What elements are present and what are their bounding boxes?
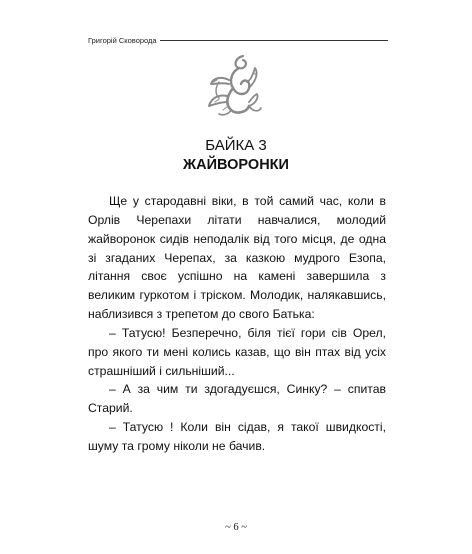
paragraph: – А за чим ти здогадуєшся, Синку? – спитав Старий. bbox=[88, 382, 386, 416]
floral-vignette-icon bbox=[203, 52, 265, 118]
fable-name-title: ЖАЙВОРОНКИ bbox=[183, 157, 289, 173]
page-number: ~ 6 ~ bbox=[225, 522, 247, 533]
header-rule bbox=[160, 40, 388, 41]
running-header-author: Григорій Сковорода bbox=[88, 35, 157, 45]
paragraph: – Татусю ! Коли він сідав, я такої швидкості, шуму та грому ніколи не бачив. bbox=[88, 420, 386, 453]
running-header bbox=[88, 33, 388, 47]
paragraph: Ще у стародавні віки, в той самий час, коли в Орлів Черепахи літати навчалися, молодий жайворонок сидів неподалік від того місця, де одна зі згаданих Черепах, за казкою мудрого Езопа, літання своє успішно на камені завершила з великим гуркотом і тріском. Молодик, налякавшись, наблизився з трепетом до свого Батька: bbox=[88, 194, 386, 322]
paragraph: – Татусю! Безперечно, біля тієї гори сів Орел, про якого ти мені колись казав, що він птах від усіх страшніший і сильніший... bbox=[88, 325, 386, 378]
fable-text bbox=[88, 192, 386, 456]
fable-number-title: БАЙКА 3 bbox=[205, 137, 267, 154]
